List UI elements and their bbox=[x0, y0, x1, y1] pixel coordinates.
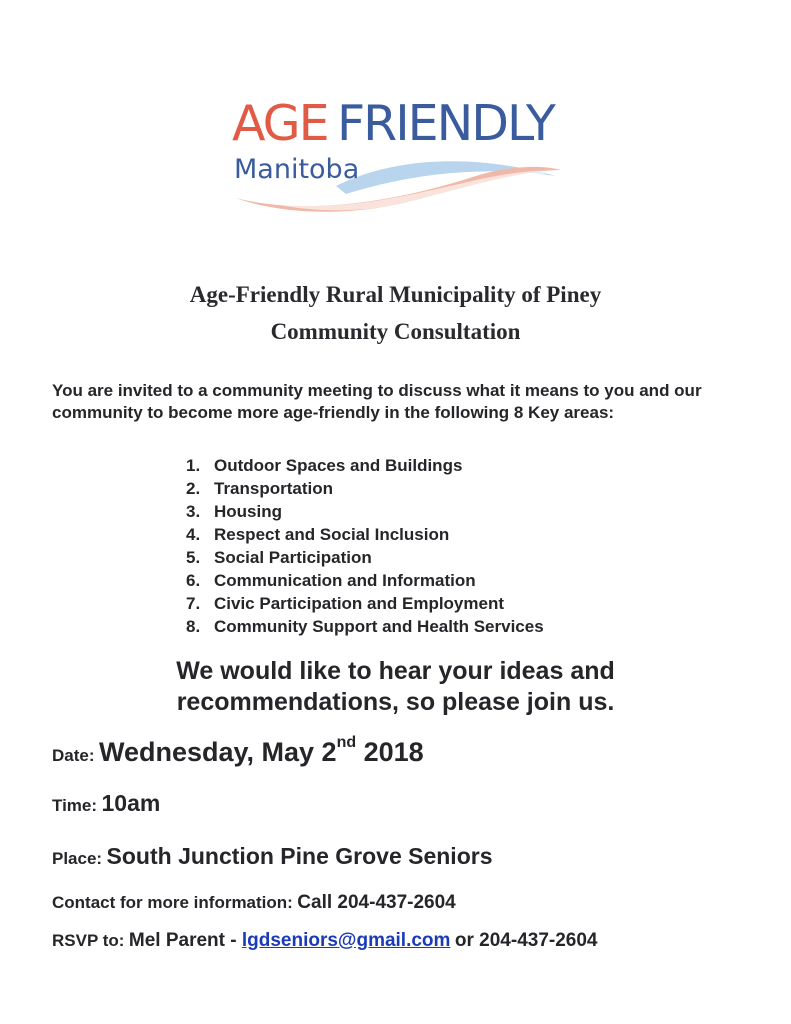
age-friendly-logo bbox=[226, 96, 566, 216]
rsvp-separator: - bbox=[224, 930, 242, 951]
contact-label: Contact for more information: bbox=[52, 893, 293, 912]
list-item-number: 3. bbox=[186, 502, 201, 521]
date-ordinal-suffix: nd bbox=[336, 734, 357, 751]
contact-phone: Call 204-437-2604 bbox=[297, 892, 456, 913]
logo-word-friendly: FRIENDLY bbox=[337, 95, 554, 152]
place-label: Place: bbox=[52, 849, 103, 868]
list-item-label: Community Support and Health Services bbox=[214, 617, 544, 636]
list-item bbox=[186, 478, 544, 501]
list-item-number: 4. bbox=[186, 525, 201, 544]
list-item-label: Respect and Social Inclusion bbox=[214, 525, 450, 544]
date-year: 2018 bbox=[356, 737, 424, 767]
rsvp-name: Mel Parent bbox=[128, 930, 225, 951]
rsvp-email-link[interactable]: lgdseniors@gmail.com bbox=[241, 930, 451, 951]
date-value bbox=[98, 734, 424, 767]
list-item-number: 7. bbox=[186, 594, 201, 613]
list-item bbox=[186, 501, 544, 524]
list-item-number: 6. bbox=[186, 571, 201, 590]
list-item bbox=[186, 570, 544, 593]
time-label: Time: bbox=[52, 796, 98, 815]
key-areas-list bbox=[186, 455, 544, 639]
rsvp-row bbox=[52, 930, 598, 952]
logo-word-manitoba: Manitoba bbox=[234, 154, 360, 185]
rsvp-label: RSVP to: bbox=[52, 931, 125, 950]
list-item-number: 8. bbox=[186, 617, 201, 636]
list-item-label: Transportation bbox=[214, 479, 334, 498]
list-item-number: 2. bbox=[186, 479, 201, 498]
time-row bbox=[52, 790, 160, 817]
rsvp-phone: or 204-437-2604 bbox=[454, 930, 598, 951]
list-item-label: Outdoor Spaces and Buildings bbox=[214, 456, 463, 475]
list-item-number: 5. bbox=[186, 548, 201, 567]
place-value: South Junction Pine Grove Seniors bbox=[106, 843, 493, 869]
list-item-label: Housing bbox=[214, 502, 282, 521]
list-item bbox=[186, 547, 544, 570]
contact-row bbox=[52, 892, 456, 914]
logo-word-age: AGE bbox=[232, 95, 328, 152]
list-item-label: Social Participation bbox=[214, 548, 372, 567]
list-item bbox=[186, 455, 544, 478]
intro-paragraph: You are invited to a community meeting to discuss what it means to you and our community to become more age-friendly in the following 8 Key areas: bbox=[52, 381, 702, 422]
date-row bbox=[52, 734, 424, 768]
time-value: 10am bbox=[101, 790, 161, 816]
page-title: Age-Friendly Rural Municipality of Piney bbox=[189, 282, 602, 307]
place-row bbox=[52, 843, 493, 870]
date-value-text: Wednesday, May 2 bbox=[98, 737, 337, 767]
callout-line-2: recommendations, so please join us. bbox=[176, 688, 615, 716]
list-item bbox=[186, 593, 544, 616]
callout-line-1: We would like to hear your ideas and bbox=[176, 657, 615, 685]
date-label: Date: bbox=[52, 746, 95, 765]
page-subtitle: Community Consultation bbox=[270, 319, 521, 344]
list-item-number: 1. bbox=[186, 456, 201, 475]
list-item bbox=[186, 524, 544, 547]
list-item bbox=[186, 616, 544, 639]
list-item-label: Civic Participation and Employment bbox=[214, 594, 505, 613]
list-item-label: Communication and Information bbox=[214, 571, 476, 590]
